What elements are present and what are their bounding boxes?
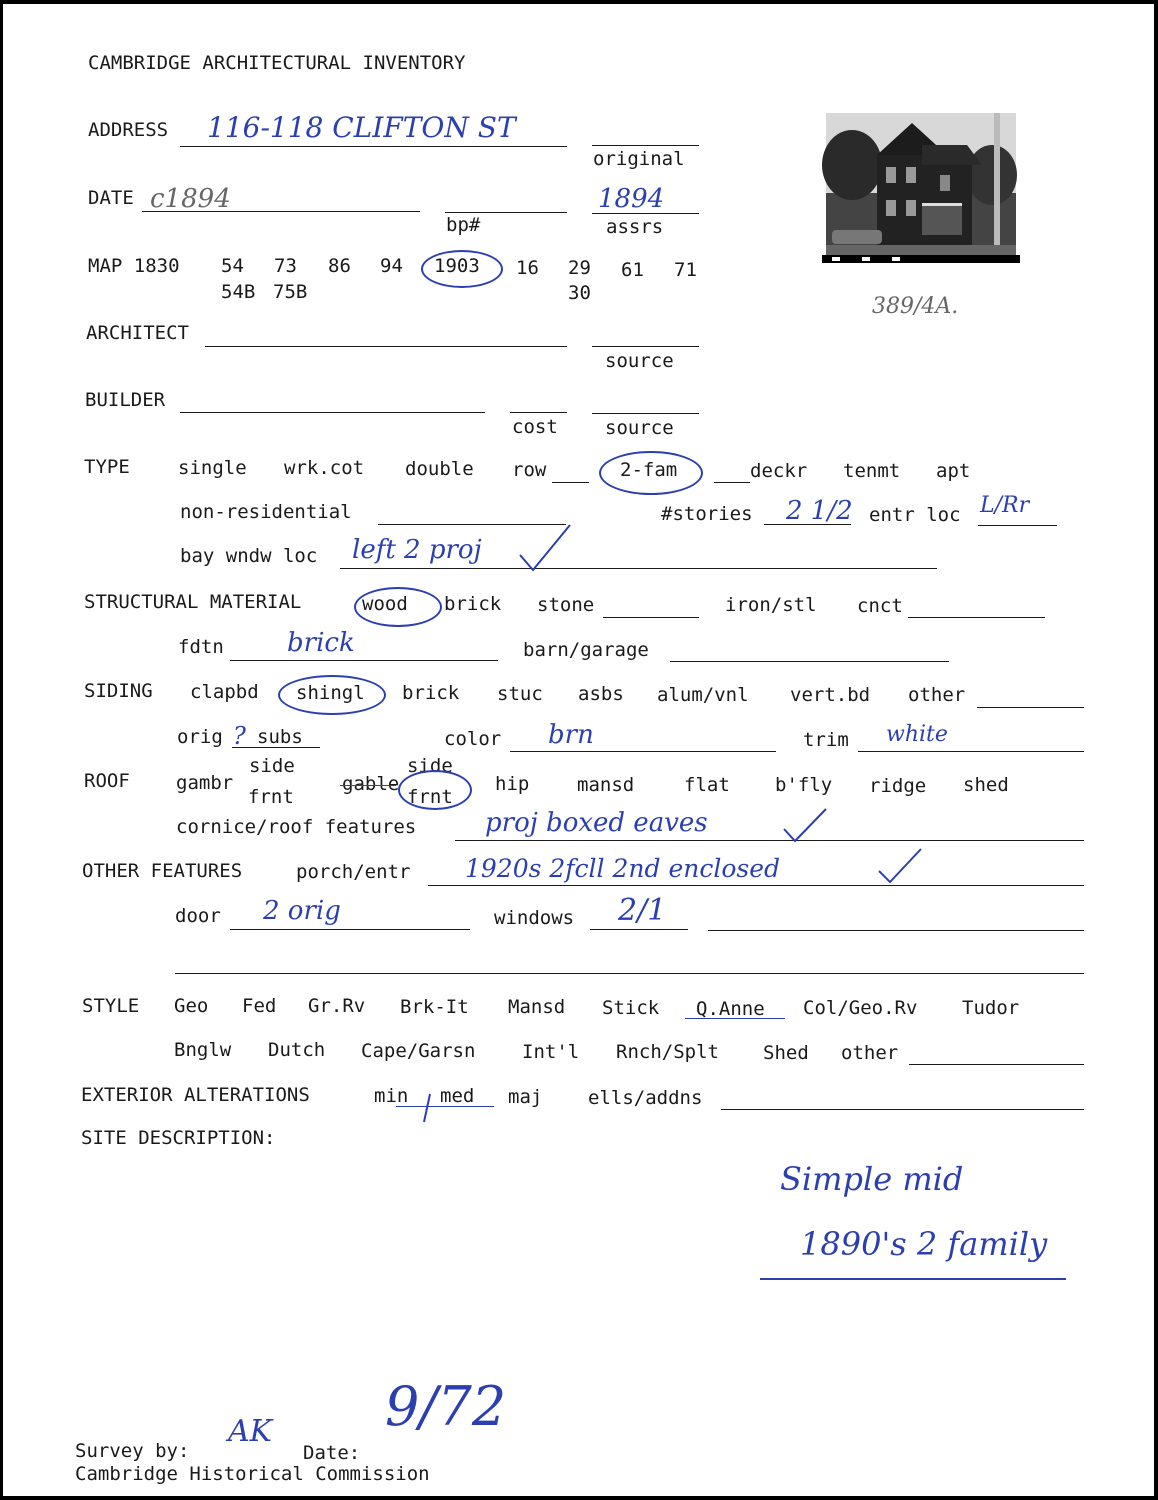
style-dutch: Dutch (268, 1039, 326, 1061)
site-label: SITE DESCRIPTION: (81, 1127, 276, 1149)
ext-alt-min: min (374, 1085, 409, 1107)
roof-gambr: gambr (176, 772, 234, 794)
wood-circle (354, 587, 442, 627)
type-deckr: deckr (750, 460, 808, 482)
address-line (180, 146, 567, 147)
roof-flat: flat (684, 774, 730, 796)
fdtn-line (230, 660, 498, 661)
gable-frnt-circle (398, 770, 472, 810)
style-brkit: Brk-It (400, 996, 469, 1018)
style-intl: Int'l (522, 1041, 580, 1063)
style-bnglw: Bnglw (174, 1039, 232, 1061)
siding-vertbd: vert.bd (790, 684, 871, 706)
shingl-circle (278, 675, 386, 715)
ext-alt-ells: ells/addns (588, 1087, 703, 1109)
address-value: 116-118 CLIFTON ST (207, 111, 516, 144)
builder-label: BUILDER (85, 389, 166, 411)
map-year-75b: 75B (273, 281, 308, 303)
survey-by-value: AK (228, 1414, 273, 1449)
type-row-line (552, 482, 589, 483)
type-wrkcot: wrk.cot (284, 457, 365, 479)
style-geo: Geo (174, 995, 209, 1017)
style-other: other (841, 1042, 899, 1064)
cost-label: cost (512, 416, 558, 438)
style-tudor: Tudor (962, 997, 1020, 1019)
porch-line (428, 885, 1084, 886)
roof-gambr-side: side (249, 755, 295, 777)
map-year-54: 54 (221, 255, 244, 277)
original-line (592, 145, 699, 146)
ells-line (721, 1109, 1084, 1110)
style-colgeorv: Col/Geo.Rv (803, 997, 918, 1019)
siding-clapbd: clapbd (190, 681, 259, 703)
type-label: TYPE (84, 456, 130, 478)
map-year-30: 30 (568, 282, 591, 304)
color-label: color (444, 728, 502, 750)
ext-alt-label: EXTERIOR ALTERATIONS (81, 1084, 310, 1106)
builder-source-label: source (605, 417, 674, 439)
color-value: brn (548, 720, 594, 750)
structural-brick: brick (444, 593, 502, 615)
original-date-value: 1894 (598, 184, 665, 214)
cornice-value: proj boxed eaves (485, 808, 708, 838)
type-deckr-line (714, 482, 750, 483)
roof-label: ROOF (84, 770, 130, 792)
map-year-94: 94 (380, 255, 403, 277)
style-stick: Stick (602, 997, 660, 1019)
qanne-underline (685, 1018, 785, 1019)
survey-date-value: 9/72 (385, 1375, 507, 1438)
site-underline (760, 1278, 1066, 1280)
architect-label: ARCHITECT (86, 322, 189, 344)
barn-label: barn/garage (523, 639, 649, 661)
trim-value: white (886, 722, 948, 747)
map-year-16: 16 (516, 257, 539, 279)
siding-other-line (977, 707, 1084, 708)
cornice-checkmark-icon (780, 805, 830, 845)
siding-asbs: asbs (578, 683, 624, 705)
style-other-line (909, 1064, 1084, 1065)
structural-label: STRUCTURAL MATERIAL (84, 591, 302, 613)
windows-label: windows (494, 907, 575, 929)
cornice-line (455, 840, 1084, 841)
windows-value: 2/1 (618, 893, 667, 928)
porch-value: 1920s 2fcll 2nd enclosed (465, 854, 781, 883)
cnct-line (908, 617, 1045, 618)
map-year-54b: 54B (221, 281, 256, 303)
cornice-label: cornice/roof features (176, 816, 417, 838)
map-year-73: 73 (274, 255, 297, 277)
style-cape: Cape/Garsn (361, 1040, 476, 1062)
windows-extra-line (708, 930, 1084, 931)
assrs-label: assrs (606, 216, 664, 238)
structural-cnct: cnct (857, 595, 903, 617)
map-label: MAP 1830 (88, 255, 180, 277)
map-year-86: 86 (328, 255, 351, 277)
map-year-29: 29 (568, 257, 591, 279)
non-residential-label: non-residential (180, 501, 352, 523)
trim-label: trim (803, 729, 849, 751)
siding-alum: alum/vnl (657, 684, 749, 706)
min-med-underline (396, 1106, 494, 1107)
date-label: DATE (88, 187, 134, 209)
entr-loc-line (978, 525, 1057, 526)
bp-label: bp# (446, 214, 481, 236)
siding-shingl: shingl (296, 682, 365, 704)
subs-label: subs (257, 726, 303, 748)
siding-label: SIDING (84, 680, 153, 702)
scan-border-left (0, 0, 3, 1500)
type-single: single (178, 457, 247, 479)
min-med-slash-icon (418, 1090, 434, 1126)
roof-gable-side: side (407, 755, 453, 777)
ext-alt-med: med (440, 1085, 475, 1107)
stories-value: 2 1/2 (786, 496, 853, 526)
scan-border-right (1154, 0, 1158, 1500)
original-label: original (593, 148, 685, 170)
bay-wndw-line (340, 568, 937, 569)
fdtn-label: fdtn (178, 636, 224, 658)
type-row: row (512, 459, 547, 481)
roof-ridge: ridge (869, 775, 927, 797)
commission-name: Cambridge Historical Commission (75, 1463, 430, 1485)
house-photo (822, 105, 1020, 275)
gable-strike (340, 785, 396, 786)
form-title: CAMBRIDGE ARCHITECTURAL INVENTORY (88, 52, 466, 74)
style-mansd: Mansd (508, 996, 566, 1018)
style-label: STYLE (82, 995, 140, 1017)
cost-line (510, 412, 567, 413)
roof-gable-frnt: frnt (407, 786, 453, 808)
roof-bfly: b'fly (775, 774, 833, 796)
builder-source-line (592, 413, 699, 414)
structural-iron: iron/stl (725, 594, 817, 616)
stone-line (603, 617, 699, 618)
scan-border-top (0, 0, 1158, 4)
roof-mansd: mansd (577, 774, 635, 796)
structural-wood: wood (362, 593, 408, 615)
windows-line (590, 929, 688, 930)
entr-loc-label: entr loc (869, 504, 961, 526)
scan-border-bottom (0, 1496, 1158, 1500)
barn-line (670, 661, 949, 662)
stories-label: #stories (661, 503, 753, 525)
style-fed: Fed (242, 995, 277, 1017)
style-grrv: Gr.Rv (308, 995, 366, 1017)
porch-label: porch/entr (296, 861, 411, 883)
map-year-61: 61 (621, 259, 644, 281)
style-rnch: Rnch/Splt (616, 1041, 719, 1063)
siding-brick: brick (402, 682, 460, 704)
door-line (230, 929, 470, 930)
roof-shed: shed (963, 774, 1009, 796)
other-features-label: OTHER FEATURES (82, 860, 243, 882)
photo-reference: 389/4A. (872, 294, 959, 319)
survey-date-label: Date: (303, 1442, 361, 1464)
roof-gable: gable (342, 773, 400, 795)
date-value: c1894 (150, 184, 231, 214)
map-1903-circle (421, 250, 503, 288)
style-shed: Shed (763, 1042, 809, 1064)
door-label: door (175, 905, 221, 927)
siding-stuc: stuc (497, 683, 543, 705)
orig-label: orig (177, 726, 223, 748)
site-description-line2: 1890's 2 family (800, 1225, 1048, 1263)
structural-stone: stone (537, 594, 595, 616)
porch-checkmark-icon (875, 845, 925, 885)
architect-source-label: source (605, 350, 674, 372)
bay-wndw-label: bay wndw loc (180, 545, 318, 567)
door-value: 2 orig (263, 896, 341, 926)
roof-gambr-frnt: frnt (248, 786, 294, 808)
map-year-1903: 1903 (434, 255, 480, 277)
ext-alt-maj: maj (508, 1086, 543, 1108)
survey-label: Survey by: (75, 1440, 190, 1462)
type-double: double (405, 458, 474, 480)
site-description-line1: Simple mid (780, 1160, 964, 1198)
type-2fam: 2-fam (620, 459, 678, 481)
type-tenmt: tenmt (843, 460, 901, 482)
architect-line (205, 346, 567, 347)
architect-source-line (592, 346, 699, 347)
address-label: ADDRESS (88, 119, 169, 141)
bay-checkmark-icon (515, 520, 575, 575)
roof-hip: hip (495, 773, 530, 795)
type-apt: apt (936, 460, 971, 482)
trim-line (858, 751, 1084, 752)
entr-loc-value: L/Rr (980, 493, 1030, 518)
style-qanne: Q.Anne (696, 998, 765, 1020)
builder-line (180, 412, 485, 413)
fdtn-value: brick (287, 628, 355, 658)
bp-line (445, 212, 567, 213)
siding-other: other (908, 684, 966, 706)
orig-mark: ? (233, 722, 246, 750)
color-line (510, 751, 776, 752)
map-year-71: 71 (674, 259, 697, 281)
type-2fam-circle (599, 451, 703, 495)
blank-line (175, 973, 1084, 974)
orig-subs-line (232, 747, 320, 748)
bay-wndw-value: left 2 proj (352, 535, 482, 565)
